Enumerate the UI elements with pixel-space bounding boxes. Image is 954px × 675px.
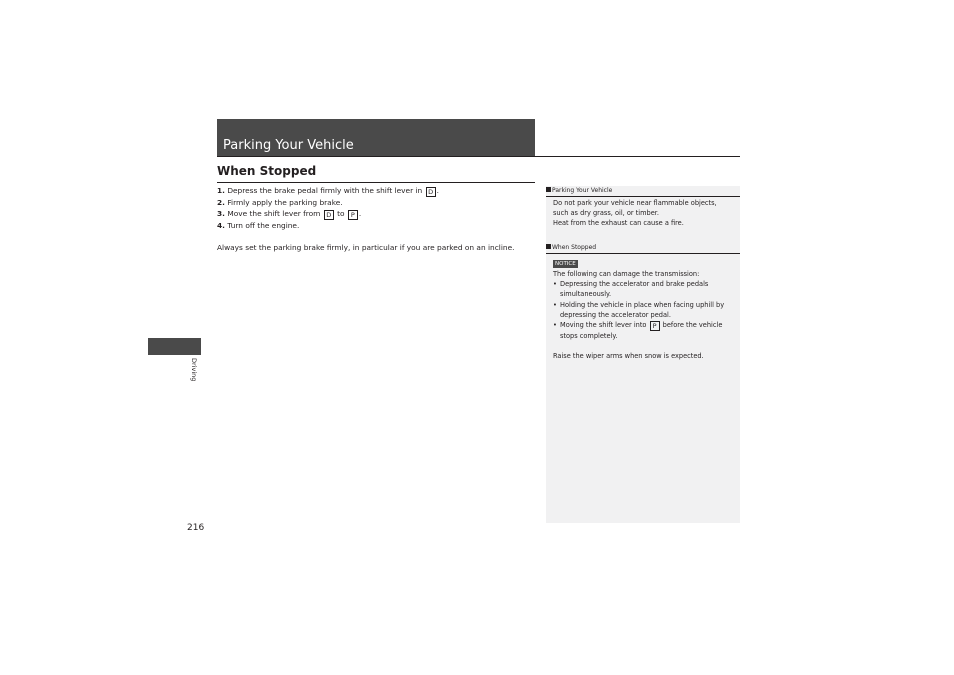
subsection-heading: When Stopped <box>217 164 317 178</box>
reference-body <box>553 198 735 229</box>
step-item <box>217 185 532 197</box>
bullet-item <box>553 320 735 341</box>
reference-line: The following can damage the transmission: <box>553 270 700 278</box>
step-item <box>217 208 532 220</box>
step-text: . <box>358 209 362 218</box>
bullet-text: before the vehicle <box>662 321 723 330</box>
bullet-item <box>553 279 735 299</box>
step-list <box>217 185 532 231</box>
reference-heading <box>546 243 740 254</box>
reference-line: Raise the wiper arms when snow is expected. <box>553 352 704 361</box>
step-number: 1. <box>217 186 225 195</box>
step-number: 2. <box>217 197 225 207</box>
reference-heading-text: When Stopped <box>552 244 597 251</box>
step-item <box>217 197 532 209</box>
reference-body <box>553 258 735 361</box>
shift-position-d-key: D <box>324 210 334 220</box>
bullet-line: simultaneously. <box>560 290 612 299</box>
reference-icon <box>546 244 551 249</box>
step-text: Turn off the engine. <box>227 220 300 230</box>
reference-line: Do not park your vehicle near flammable objects, <box>553 199 717 207</box>
reference-heading-text: Parking Your Vehicle <box>552 187 613 194</box>
damage-bullet-list <box>553 279 735 341</box>
step-item <box>217 220 532 232</box>
subsection-divider <box>217 182 535 183</box>
section-title: Parking Your Vehicle <box>223 138 354 153</box>
reference-icon <box>546 187 551 192</box>
step-number: 4. <box>217 220 225 230</box>
step-number: 3. <box>217 209 225 218</box>
bullet-line: • Depressing the accelerator and brake pedals <box>560 280 709 289</box>
reference-line: such as dry grass, oil, or timber. <box>553 209 659 218</box>
shift-position-p-key: P <box>650 321 660 331</box>
bullet-line: stops completely. <box>560 332 618 341</box>
bullet-line: depressing the accelerator pedal. <box>560 310 671 319</box>
bullet-line: • Holding the vehicle in place when facing uphill by <box>560 300 725 309</box>
step-text: Depress the brake pedal firmly with the shift lever in <box>227 186 423 195</box>
shift-position-p-key: P <box>348 210 358 220</box>
page-number: 216 <box>187 523 205 533</box>
chapter-tab-label: Driving <box>190 358 198 382</box>
bullet-line <box>560 320 735 331</box>
sidebar-panel <box>546 186 740 523</box>
bullet-text: Moving the shift lever into <box>560 321 647 330</box>
notice-badge: NOTICE <box>555 261 576 267</box>
step-text: to <box>337 209 345 218</box>
step-text: Move the shift lever from <box>227 209 321 218</box>
shift-position-d-key: D <box>426 187 436 197</box>
step-text: Firmly apply the parking brake. <box>227 197 343 207</box>
parking-brake-note: Always set the parking brake firmly, in particular if you are parked on an incline. <box>217 243 515 252</box>
reference-heading <box>546 186 740 197</box>
section-banner <box>217 119 535 156</box>
step-text: . <box>436 186 439 195</box>
banner-divider <box>217 156 740 157</box>
bullet-item <box>553 300 735 320</box>
reference-line: Heat from the exhaust can cause a fire. <box>553 219 684 228</box>
chapter-tab <box>148 338 201 355</box>
